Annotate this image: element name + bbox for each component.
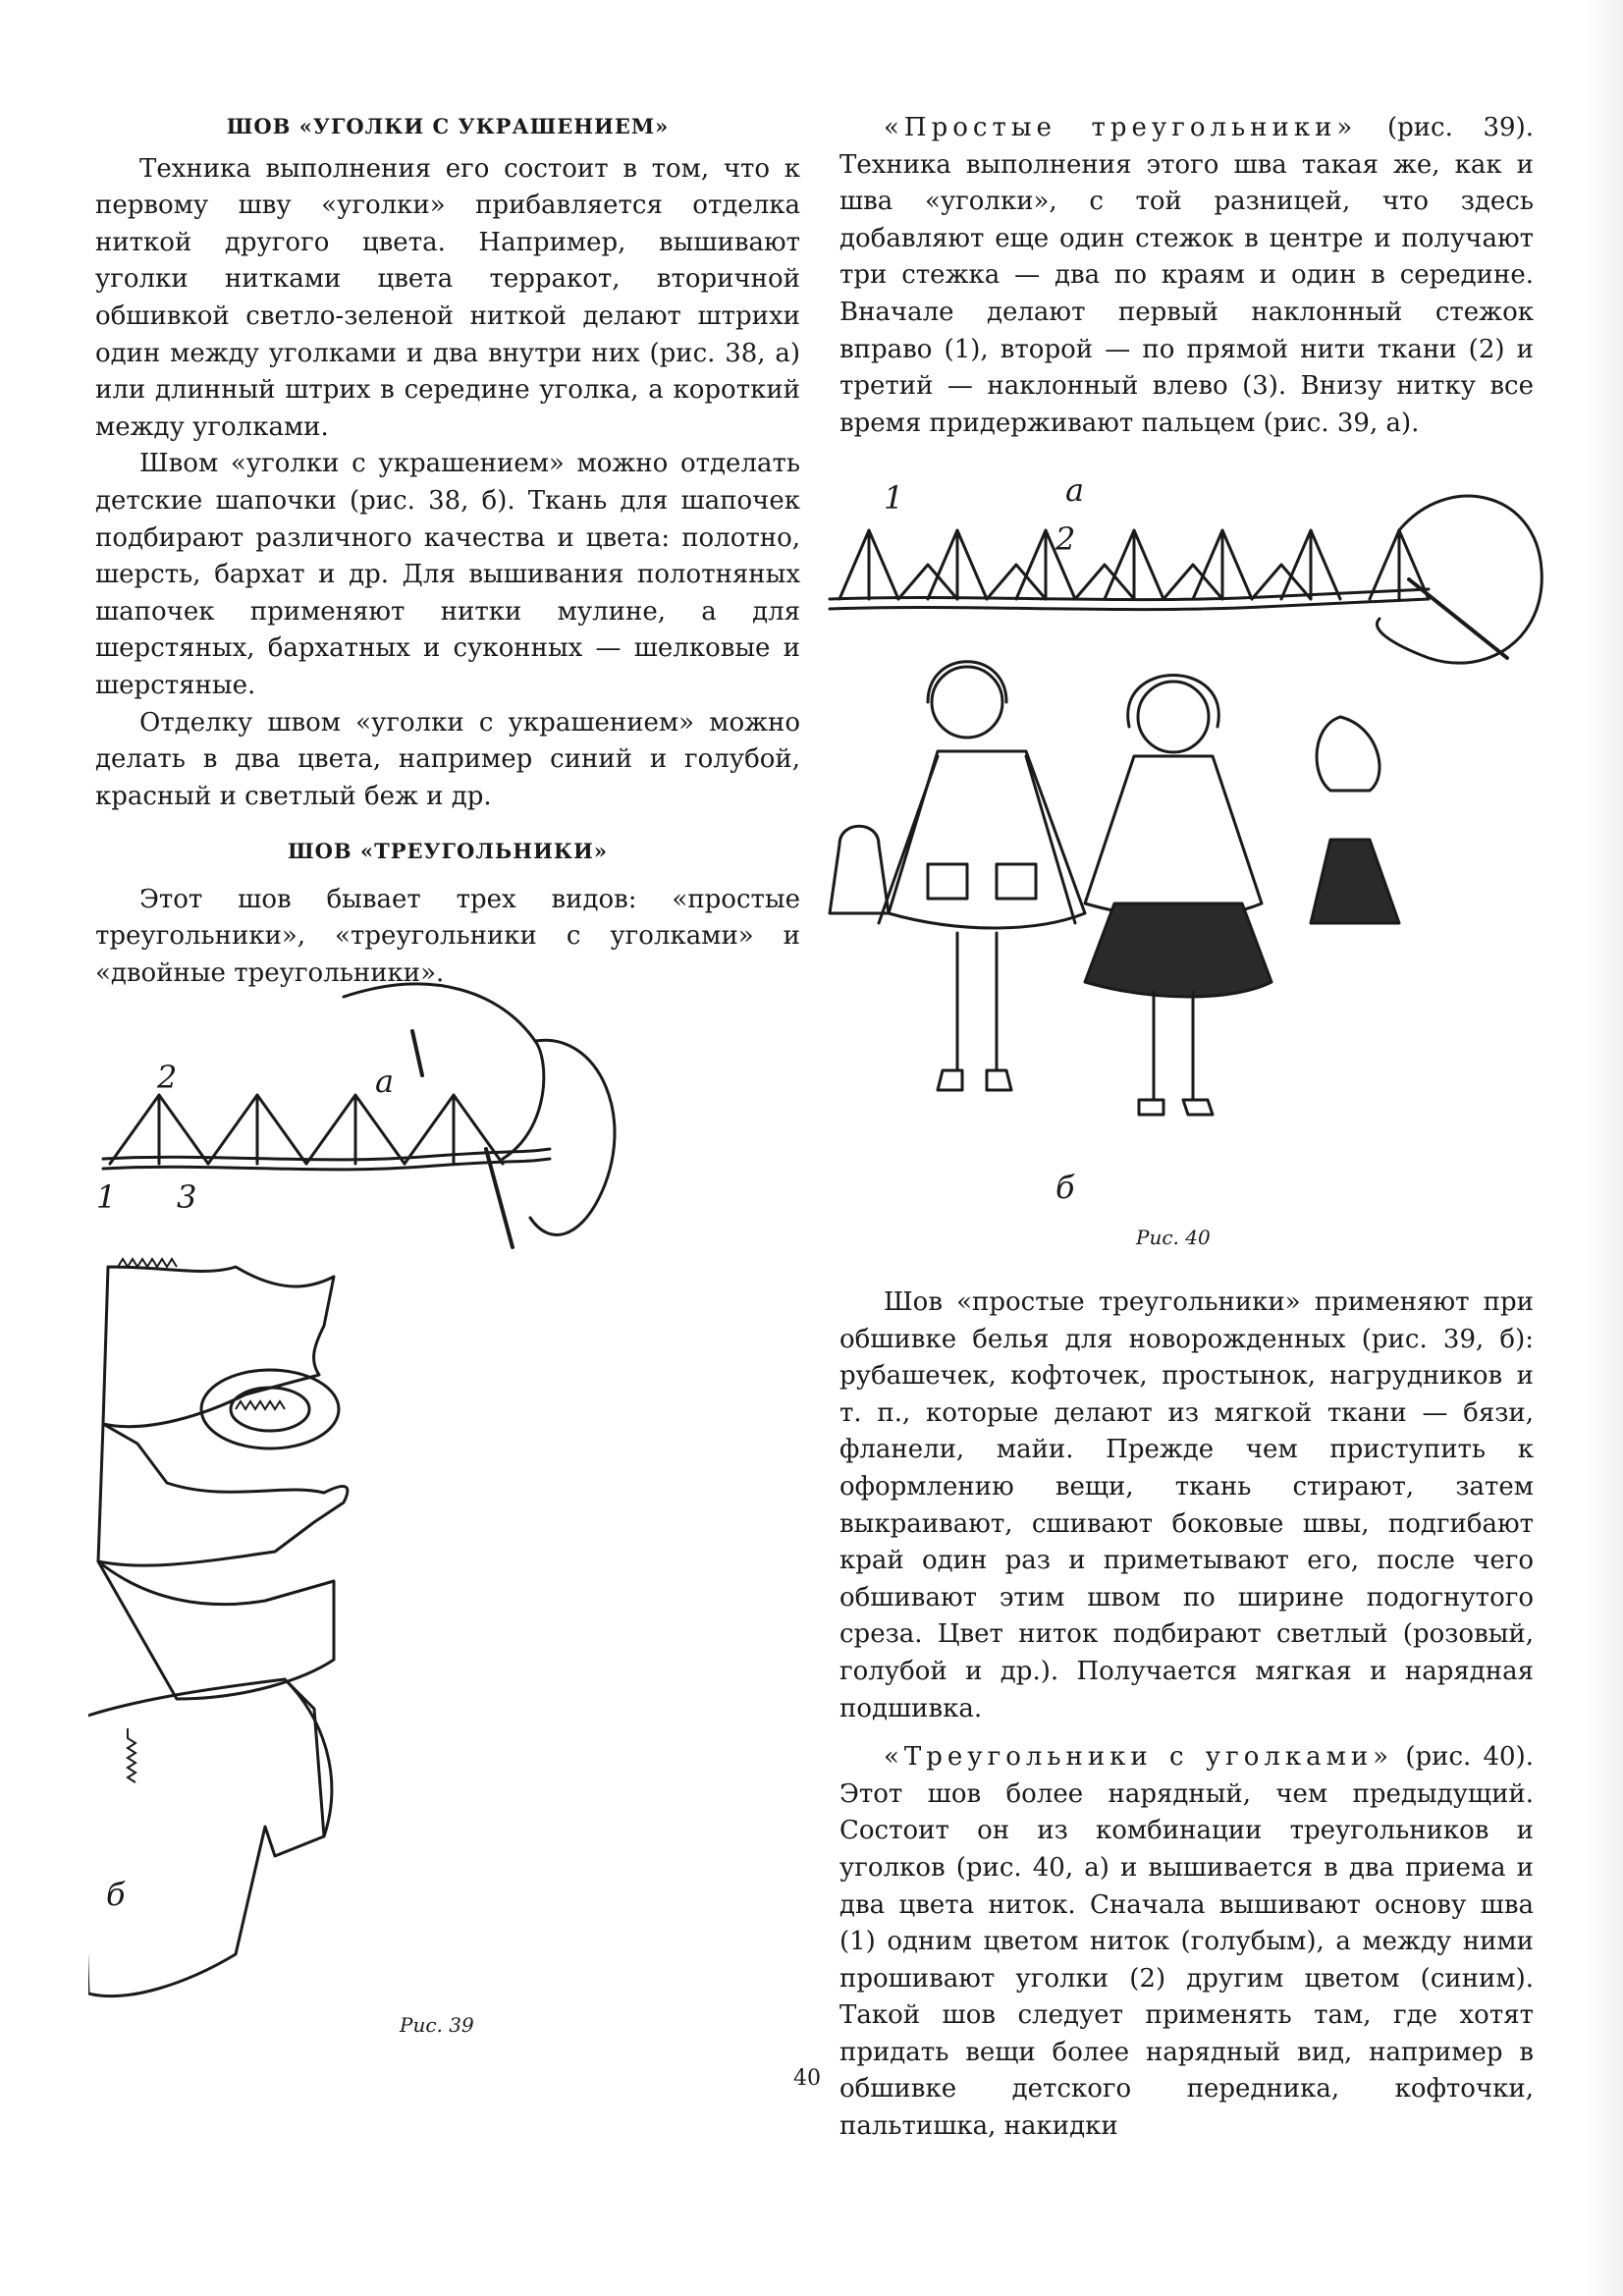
small-cape (1317, 717, 1380, 791)
garment-outline (98, 1561, 334, 1699)
figure-40-illustration (820, 471, 1556, 1218)
child-2-legs (1154, 992, 1193, 1100)
edge-stitches (236, 1401, 285, 1409)
corner-stitch (1163, 565, 1222, 599)
small-dress (1311, 840, 1399, 923)
child-1-head (932, 667, 1002, 738)
triangle-stitch (208, 1095, 306, 1164)
figure-40 (820, 471, 1556, 1218)
figure-39 (88, 972, 795, 2062)
fig40-label-a: а (1065, 471, 1085, 509)
needle (1409, 579, 1507, 658)
garment-outline (103, 1267, 334, 1427)
paragraph: Швом «уголки с украшением» можно отделать детские шапочки (рис. 38, б). Ткань для шапочек подбирают различного качества и цвета: полотно, шерсть, бархат и др. Для вышивания полотняных шапочек применяют нитки мулине, а для шерстяных, бархатных и суконных — шелковые и шерстяные. (95, 449, 800, 700)
child-1-coat (889, 751, 1085, 928)
garment-outline (98, 1424, 348, 1565)
child-2-cape (1085, 756, 1262, 918)
fig39-label-3: 3 (177, 1178, 197, 1216)
term-prostye-treugolniki: «Простые треугольники» (884, 113, 1358, 142)
paragraph: «Простые треугольники» (рис. 39). Техника выполнения этого шва такая же, как и шва «уголки», с той разницей, что здесь добавляют еще один стежок в центре и получают три стежка — два по краям и один в середине. Вначале делают первый наклонный стежок вправо (1), второй — по прямой нити ткани (2) и третий — наклонный влево (3). Внизу нитку все время придерживают пальцем (рис. 39, а). (839, 113, 1534, 438)
needle (486, 1149, 513, 1247)
fig39-label-2: 2 (157, 1059, 178, 1096)
small-bag (830, 826, 889, 913)
child-2-skirt (1085, 903, 1271, 997)
paragraph: «Треугольники с уголками» (рис. 40). Этот шов более нарядный, чем предыдущий. Состоит он из комбинации треугольников и уголков (рис. 40, а) и вышивается в два приема и два цвета ниток. Сначала вышивают основу шва (1) одним цветом ниток (голубым), а между ними прошивают уголки (2) другим цветом (синим). Такой шов следует применять там, где хотят придать вещи более нарядный вид, например в обшивке детского передника, кофточки, пальтишка, накидки (839, 1742, 1534, 2142)
triangle-stitch (1105, 530, 1163, 599)
corner-stitch (898, 565, 957, 599)
fig39-label-1: 1 (96, 1178, 117, 1216)
section-heading-treugolniki: ШОВ «ТРЕУГОЛЬНИКИ» (287, 839, 609, 864)
thread (344, 984, 544, 1159)
corner-stitch (987, 565, 1046, 599)
figure-39-illustration (88, 972, 795, 2062)
triangle-stitch (928, 530, 987, 599)
stitch-baseline (103, 1149, 550, 1160)
corner-stitch (1075, 565, 1134, 599)
paragraph: Отделку швом «уголки с украшением» можно делать в два цвета, например синий и голубой, красный и светлый беж и др. (95, 707, 800, 811)
fig39-label-a: а (375, 1063, 395, 1100)
triangle-stitch (306, 1095, 405, 1164)
thread-loop (1377, 496, 1542, 663)
triangle-stitch (1193, 530, 1252, 599)
paragraph: Техника выполнения его состоит в том, что к первому шву «уголки» прибавляется отделка ниткой другого цвета. Например, вышивают уголки нитками цвета терракот, вторичной обшивкой светло-зеленой ниткой делают штрихи один между уголками и два внутри них (рис. 38, а) или длинный штрих в середине уголка, а короткий между уголками. (95, 153, 800, 442)
section-heading-ugolki: ШОВ «УГОЛКИ С УКРАШЕНИЕМ» (226, 114, 670, 138)
right-column-bottom (839, 1285, 1534, 2146)
child-1-legs (957, 933, 997, 1070)
child-1-pocket (928, 864, 967, 899)
fig39-label-b: б (106, 1876, 126, 1913)
child-2-head (1138, 682, 1209, 752)
child-2-shoes (1139, 1100, 1213, 1115)
fig40-label-2: 2 (1055, 520, 1076, 558)
garment-outline (88, 1679, 324, 1996)
needle-2 (412, 1031, 422, 1075)
triangle-stitch (110, 1095, 208, 1164)
figure-40-caption: Рис. 40 (1136, 1226, 1211, 1249)
left-column (95, 108, 800, 993)
edge-stitches (118, 1259, 177, 1267)
triangle-stitch (1281, 530, 1340, 599)
paragraph: Шов «простые треугольники» применяют при обшивке белья для новорожденных (рис. 39, б): рубашечек, кофточек, простынок, нагрудников и т. п., которые делают из мягкой ткани — бязи, фланели, майи. Прежде чем приступить к оформлению вещи, ткань стирают, затем выкраивают, сшивают боковые швы, подгибают край один раз и приметывают его, после чего обшивают этим швом по ширине подогнутого среза. Цвет ниток подбирают светлый (розовый, голубой и др.). Получается мягкая и нарядная подшивка. (839, 1287, 1534, 1723)
right-column-top (839, 110, 1534, 442)
fig40-label-1: 1 (884, 479, 904, 517)
edge-stitches (128, 1728, 135, 1782)
triangle-stitch (839, 530, 898, 599)
paragraph: Этот шов бывает трех видов: «простые треугольники», «треугольники с уголками» и «двойные треугольники». (95, 884, 800, 989)
term-treugolniki-s-ugolkami: «Треугольники с уголками» (884, 1742, 1394, 1773)
child-1-boots (938, 1070, 1011, 1090)
page-number: 40 (793, 2066, 821, 2091)
figure-39-caption: Рис. 39 (400, 2013, 474, 2037)
page-edge-shadow (1584, 0, 1623, 2296)
child-1-pocket (997, 864, 1036, 899)
collar (201, 1370, 339, 1449)
fig40-label-b: б (1055, 1169, 1075, 1206)
collar-inner (231, 1388, 309, 1431)
